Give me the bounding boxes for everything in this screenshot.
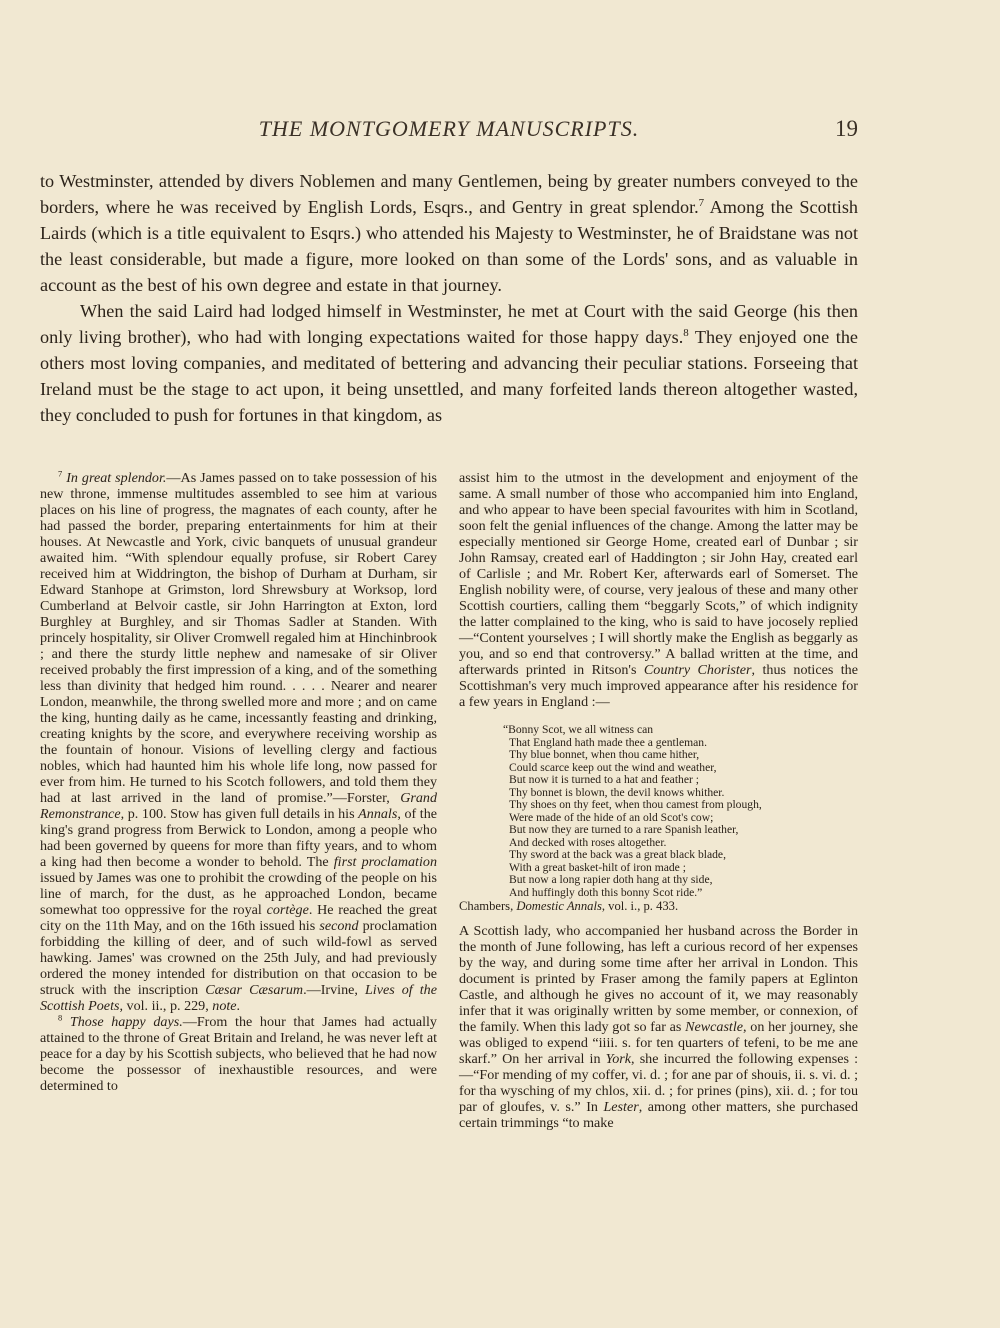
footnote-8 — [40, 1014, 437, 1094]
ballad-line: But now it is turned to a hat and feather ; — [509, 773, 699, 786]
footnote-italic: note — [212, 998, 237, 1014]
footnote-number: 8 — [58, 1012, 63, 1023]
footnote-text: , of the king's grand progress from Berwick to London, among a people who had been governed by queens for more than fifty years, and to whom a king had then become a wonder to behold. The — [40, 806, 437, 870]
footnote-text: , p. 100. Stow has given full details in his — [120, 806, 359, 822]
footnote-italic: York — [605, 1051, 632, 1067]
ballad-line: But now they are turned to a rare Spanish leather, — [509, 823, 739, 836]
ballad-line: Thy sword at the back was a great black blade, — [509, 848, 726, 861]
footnote-text: . — [236, 998, 241, 1014]
footnote-text: —From the hour that James had actually attained to the throne of Great Britain and Ireland, he was never left at peace for a day by his Scottish subjects, who believed that he had now become the possessor of inexhaustible resources, and were determined to — [40, 1014, 437, 1094]
ballad-line: Could scarce keep out the wind and weather, — [509, 760, 717, 774]
footnote-italic: Annals — [358, 806, 398, 822]
footnote-ref: 7 — [698, 196, 705, 209]
page-title: THE MONTGOMERY MANUSCRIPTS. — [258, 116, 640, 141]
ballad-line: But now a long rapier doth hang at thy side, — [509, 873, 713, 886]
footnote-italic: Newcastle — [685, 1019, 744, 1035]
ballad-line: With a great basket-hilt of iron made ; — [509, 860, 686, 874]
footnote-text: , among other matters, she purchased certain trimmings “to make — [459, 1099, 858, 1131]
footnote-text: issued by James was one to prohibit the crowding of the people on his line of march, for the dust, as he approached London, became somewhat too oppressive for the royal — [40, 870, 437, 918]
ballad-line: Thy blue bonnet, when thou came hither, — [509, 748, 700, 761]
footnote-italic: cortège — [266, 902, 309, 918]
ballad-line: And decked with roses altogether. — [509, 835, 667, 849]
footnote-text: , she incurred the following expenses :—“For mending of my coffer, vi. d. ; for ane par of shouis, ii. s. vi. d. ; for tha wysching of my chlos, xii. d. ; for prines (pins), xii. d. ; for tou par of gloufes, v. s.” In — [459, 1051, 858, 1115]
paragraph-text: to Westminster, attended by divers Noblemen and many Gentlemen, being by greater numbers conveyed to the borders, where he was received by English Lords, Esqrs., and Gentry in great splendor. — [40, 171, 858, 217]
footnote-italic: Lester — [603, 1099, 639, 1115]
footnotes-left-column — [40, 470, 437, 1094]
ballad-line: “Bonny Scot, we all witness can — [503, 723, 654, 736]
footnote-text: .—Irvine, — [303, 982, 365, 998]
footnote-heading: In great splendor. — [66, 470, 167, 486]
footnote-7 — [40, 470, 437, 1014]
footnote-text: , thus notices the Scottishman's very much improved appearance after his residence for a few years in England :— — [459, 662, 858, 710]
main-text — [40, 168, 858, 428]
ballad-line: Thy bonnet is blown, the devil knows whither. — [509, 785, 725, 799]
page-number: 19 — [835, 116, 858, 141]
footnote-italic: Grand Remonstrance — [40, 790, 437, 822]
footnote-text: A Scottish lady, who accompanied her husband across the Border in the month of June following, has left a curious record of her expenses by the way, and during some time after her arrival in London. This document is printed by Fraser among the family papers at Eglinton Castle, and although he gives no account of it, we may reasonably infer that it was originally written by some member, or connexion, of the family. When this lady got so far as — [459, 923, 858, 1035]
footnote-ref: 8 — [683, 326, 689, 339]
ballad-quote — [459, 724, 858, 913]
footnote-8-continued — [459, 923, 858, 1131]
ballad-line: And huffingly doth this bonny Scot ride.” — [509, 885, 703, 899]
footnote-text: , vol. ii., p. 229, — [119, 998, 213, 1014]
citation-text: , vol. i., p. 433. — [601, 899, 679, 913]
paragraph — [40, 298, 858, 428]
footnote-heading: Those happy days. — [69, 1014, 183, 1030]
ballad-line: That England hath made thee a gentleman. — [509, 735, 707, 749]
footnote-italic: first proclamation — [333, 854, 437, 870]
paragraph-text: When the said Laird had lodged himself in Westminster, he met at Court with the said George (his then only living brother), who had with longing expectations waited for those happy days. — [40, 301, 858, 347]
paragraph — [40, 168, 858, 298]
footnote-italic: Cæsar Cæsarum — [205, 982, 304, 998]
footnote-8-continued — [459, 470, 858, 710]
ballad-line: Were made of the hide of an old Scot's cow; — [509, 810, 714, 824]
footnotes-right-column — [459, 470, 858, 1131]
citation-text: Chambers, — [459, 899, 517, 913]
footnote-italic: Country Chorister — [643, 662, 752, 678]
footnote-number: 7 — [58, 468, 63, 479]
ballad-line: Thy shoes on thy feet, when thou camest from plough, — [509, 798, 762, 811]
ballad-citation — [459, 899, 858, 913]
paragraph-text: Among the Scottish Lairds (which is a title equivalent to Esqrs.) who attended his Majesty to Westminster, he of Braidstane was not the least considerable, but made a figure, more looked on than some of the Lords' sons, and as valuable in account as the best of his own degree and estate in that journey. — [40, 197, 858, 295]
footnote-text: proclamation forbidding the killing of deer, and of such wild-fowl as served hawking. James' was crowned on the 25th July, and had previously ordered the money intended for distribution on that occasion to be struck with the inscription — [40, 918, 437, 998]
footnote-text: —As James passed on to take possession of his new throne, immense multitudes assembled to see him at various places on his line of progress, the magnates of each county, after he had passed the border, preparing entertainments for him at their houses. At Newcastle and York, civic banquets of unusual grandeur awaited him. “With splendour equally profuse, sir Robert Carey received him at Widdrington, the bishop of Durham at Durham, sir Edward Stanhope at Grimston, lord Shrewsbury at Worksop, lord Cumberland at Belvoir castle, sir John Harrington at Exton, lord Burghley at Burghley, and sir Thomas Sadler at Standen. With princely hospitality, sir Oliver Cromwell regaled him at Hinchinbrook ; and there the sturdy little nephew and namesake of sir Oliver received probably the first impression of a king, and of the something less than divinity that hedged him round. . . . . Nearer and nearer London, meanwhile, the throng swelled more and more ; and on came the king, hunting daily as he came, incessantly feasting and drinking, creating knights by the score, and everywhere receiving worship as the fountain of honour. Visions of levelling clergy and factious nobles, which had haunted him his whole life long, now passed for ever from him. He turned to his Scotch followers, and told them they had at last arrived in the land of promise.”—Forster, — [40, 470, 437, 806]
paragraph-text: They enjoyed one the others most loving companies, and meditated of bettering and advancing their peculiar stations. Forseeing that Ireland must be the stage to act upon, it being unsettled, and many forfeited lands thereon altogether wasted, they concluded to push for fortunes in that kingdom, as — [40, 327, 858, 425]
footnote-text: , on her journey, she was obliged to expend “iiii. s. for ten quarters of tefeni, to be me ane skarf.” On her arrival in — [459, 1019, 858, 1067]
footnote-text: . He reached the great city on the 11th May, and on the 16th issued his — [40, 902, 437, 934]
citation-title: Domestic Annals — [516, 899, 602, 913]
footnote-italic: second — [319, 918, 359, 934]
footnote-italic: Lives of the Scottish Poets — [40, 982, 437, 1014]
running-head — [40, 116, 858, 150]
footnote-text: assist him to the utmost in the development and enjoyment of the same. A small number of those who accompanied him into England, and who appear to have been special favourites with him in Scotland, soon felt the genial influences of the change. Among the latter may be especially mentioned sir George Home, created earl of Dunbar ; sir John Ramsay, created earl of Haddington ; sir John Hay, created earl of Carlisle ; and Mr. Robert Ker, afterwards earl of Somerset. The English nobility were, of course, very jealous of these and many other Scottish courtiers, calling them “beggarly Scots,” of which indignity the latter complained to the king, who is said to have jocosely replied—“Content yourselves ; I will shortly make the English as beggarly as you, and so end that controversy.” A ballad written at the time, and afterwards printed in Ritson's — [459, 470, 858, 678]
